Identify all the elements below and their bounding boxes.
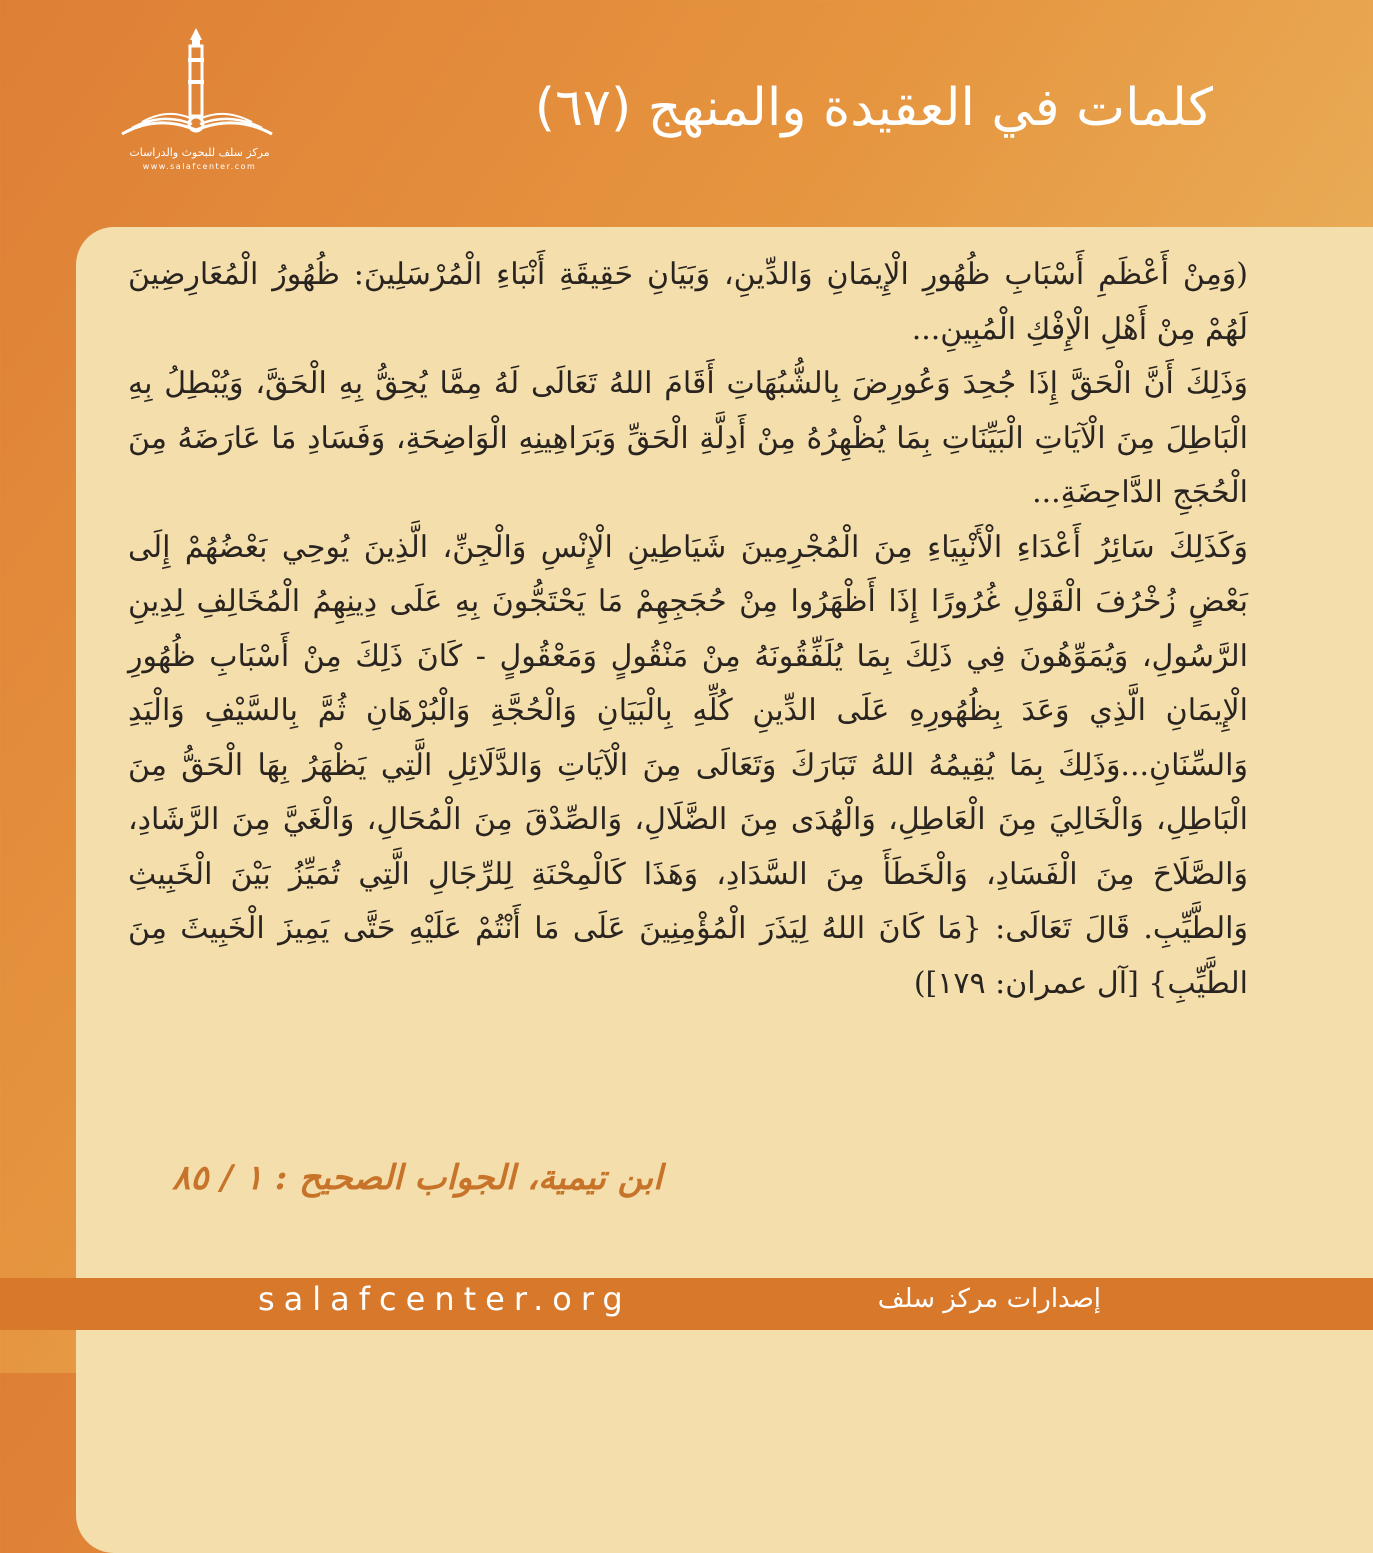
logo-caption: مركز سلف للبحوث والدراسات — [129, 146, 270, 159]
quote-text — [128, 248, 1248, 1011]
quote-paragraph: وَكَذَلِكَ سَائِرُ أَعْدَاءِ الْأَنْبِيَاءِ مِنَ الْمُجْرِمِينَ شَيَاطِينِ الْإِنْسِ وَالْجِنِّ، الَّذِينَ يُوحِي بَعْضُهُمْ إِلَى بَعْضٍ زُخْرُفَ الْقَوْلِ غُرُورًا إِذَا أَظْهَرُوا مِنْ حُجَجِهِمْ مَا يَحْتَجُّونَ بِهِ عَلَى دِينِهِمُ الْمُخَالِفِ لِدِينِ الرَّسُولِ، وَيُمَوِّهُونَ فِي ذَلِكَ بِمَا يُلَفِّقُونَهُ مِنْ مَنْقُولٍ وَمَعْقُولٍ - كَانَ ذَلِكَ مِنْ أَسْبَابِ ظُهُورِ الْإِيمَانِ الَّذِي وَعَدَ بِظُهُورِهِ عَلَى الدِّينِ كُلِّهِ بِالْبَيَانِ وَالْحُجَّةِ وَالْبُرْهَانِ ثُمَّ بِالسَّيْفِ وَالْيَدِ وَالسِّنَانِ...وَذَلِكَ بِمَا يُقِيمُهُ اللهُ تَبَارَكَ وَتَعَالَى مِنَ الْآيَاتِ وَالدَّلَائِلِ الَّتِي يَظْهَرُ بِهَا الْحَقُّ مِنَ الْبَاطِلِ، وَالْخَالِيَ مِنَ الْعَاطِلِ، وَالْهُدَى مِنَ الضَّلَالِ، وَالصِّدْقَ مِنَ الْمُحَالِ، وَالْغَيَّ مِنَ الرَّشَادِ، وَالصَّلَاحَ مِنَ الْفَسَادِ، وَالْخَطَأَ مِنَ السَّدَادِ، وَهَذَا كَالْمِحْنَةِ لِلرِّجَالِ الَّتِي تُمَيِّزُ بَيْنَ الْخَبِيثِ وَالطَّيِّبِ. قَالَ تَعَالَى: {مَا كَانَ اللهُ لِيَذَرَ الْمُؤْمِنِينَ عَلَى مَا أَنْتُمْ عَلَيْهِ حَتَّى يَمِيزَ الْخَبِيثَ مِنَ الطَّيِّبِ} [آل عمران: ١٧٩]) — [128, 529, 1248, 1001]
quote-source: ابن تيمية، الجواب الصحيح : ١ / ٨٥ — [172, 1158, 663, 1198]
page-title: كلمات في العقيدة والمنهج (٦٧) — [534, 78, 1213, 138]
quote-paragraph: (وَمِنْ أَعْظَمِ أَسْبَابِ ظُهُورِ الْإِيمَانِ وَالدِّينِ، وَبَيَانِ حَقِيقَةِ أَنْبَاءِ الْمُرْسَلِينَ: ظُهُورُ الْمُعَارِضِينَ لَهُمْ مِنْ أَهْلِ الْإِفْكِ الْمُبِينِ... — [128, 257, 1248, 347]
minaret-book-logo-icon — [112, 28, 287, 148]
logo — [112, 28, 287, 178]
quote-paragraph: وَذَلِكَ أَنَّ الْحَقَّ إِذَا جُحِدَ وَعُورِضَ بِالشُّبُهَاتِ أَقَامَ اللهُ تَعَالَى لَهُ مِمَّا يُحِقُّ بِهِ الْحَقَّ، وَيُبْطِلُ بِهِ الْبَاطِلَ مِنَ الْآيَاتِ الْبَيِّنَاتِ بِمَا يُظْهِرُهُ مِنْ أَدِلَّةِ الْحَقِّ وَبَرَاهِينِهِ الْوَاضِحَةِ، وَفَسَادِ مَا عَارَضَهُ مِنَ الْحُجَجِ الدَّاحِضَةِ... — [128, 366, 1248, 510]
footer-bar — [0, 1278, 1373, 1330]
logo-url: www.salafcenter.com — [142, 162, 257, 171]
footer-publisher: إصدارات مركز سلف — [877, 1284, 1101, 1314]
footer-url: salafcenter.org — [258, 1280, 632, 1318]
